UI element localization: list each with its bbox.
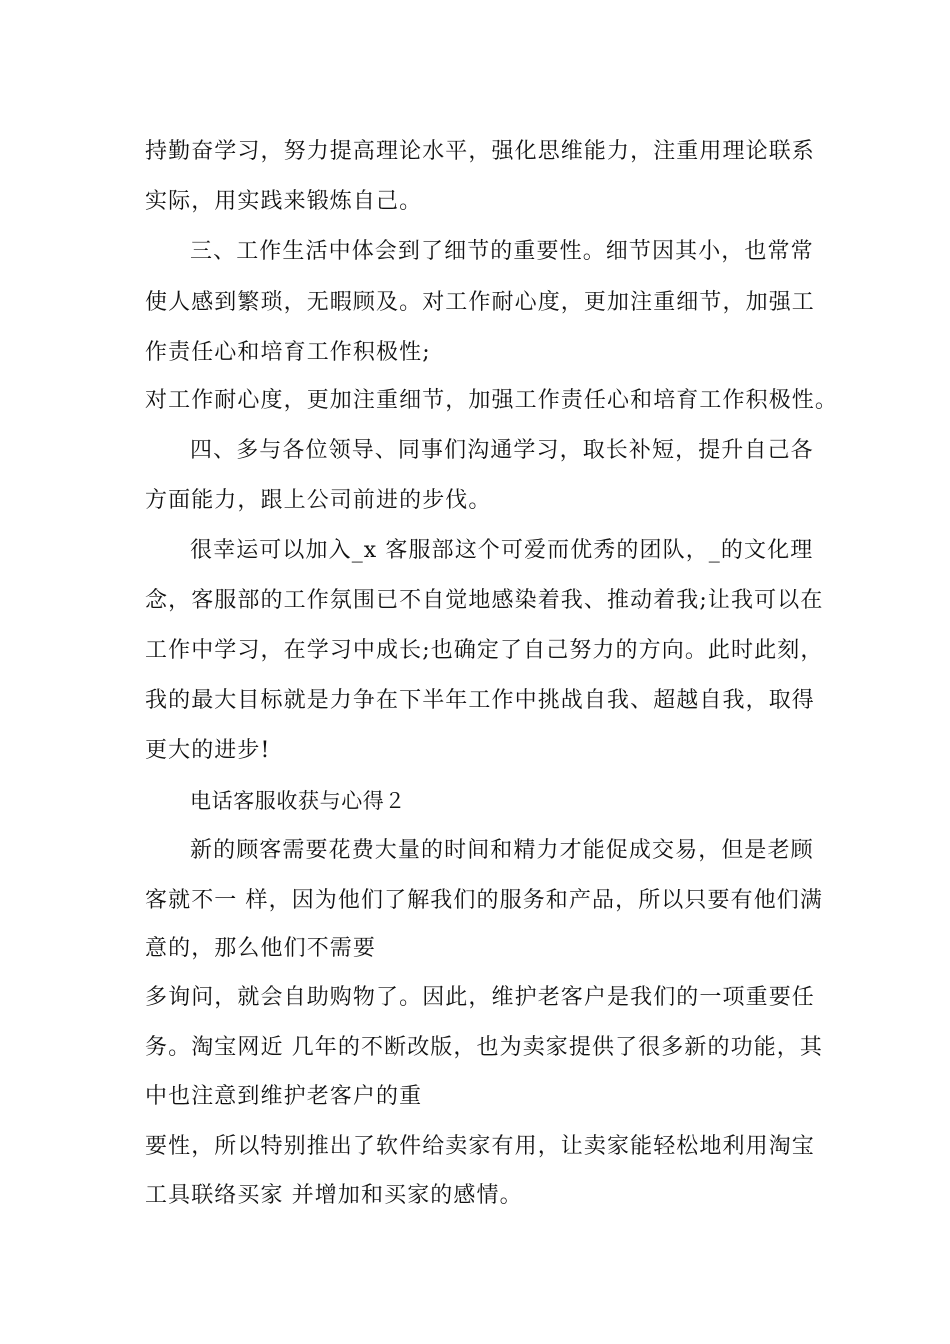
- paragraph-start-line: 新的顾客需要花费大量的时间和精力才能促成交易，但是老顾: [190, 838, 814, 863]
- text-line: 我的最大目标就是力争在下半年工作中挑战自我、超越自我，取得: [145, 688, 815, 713]
- text-line: 使人感到繁琐，无暇顾及。对工作耐心度，更加注重细节，加强工: [145, 290, 815, 315]
- text-line: 工作中学习，在学习中成长;也确定了自己努力的方向。此时此刻，: [145, 638, 824, 663]
- text-line: 要性，所以特别推出了软件给卖家有用，让卖家能轻松地利用淘宝: [145, 1134, 815, 1159]
- text-line: 实际，用实践来锻炼自己。: [145, 189, 423, 214]
- text-line: 工具联络买家 并增加和买家的感情。: [145, 1183, 523, 1208]
- text-line: 多询问，就会自助购物了。因此，维护老客户是我们的一项重要任: [145, 985, 815, 1010]
- text-line: 中也注意到维护老客户的重: [145, 1084, 423, 1109]
- paragraph-start-line: 三、工作生活中体会到了细节的重要性。细节因其小，也常常: [190, 239, 814, 264]
- text-line: 方面能力，跟上公司前进的步伐。: [145, 488, 492, 513]
- section-heading: 电话客服收获与心得２: [190, 789, 406, 813]
- text-line: 更大的进步!: [145, 738, 271, 763]
- text-line: 务。淘宝网近 几年的不断改版，也为卖家提供了很多新的功能，其: [145, 1035, 823, 1060]
- text-line: 客就不一 样，因为他们了解我们的服务和产品，所以只要有他们满: [145, 888, 823, 913]
- paragraph-start-line: 四、多与各位领导、同事们沟通学习，取长补短，提升自己各: [190, 438, 814, 463]
- paragraph-start-line: 很幸运可以加入_x 客服部这个可爱而优秀的团队，_的文化理: [190, 538, 814, 563]
- text-line: 对工作耐心度，更加注重细节，加强工作责任心和培育工作积极性。: [145, 388, 839, 413]
- text-line: 持勤奋学习，努力提高理论水平，强化思维能力，注重用理论联系: [145, 139, 815, 164]
- text-line: 念，客服部的工作氛围已不自觉地感染着我、推动着我;让我可以在: [145, 588, 824, 613]
- text-line: 意的，那么他们不需要: [145, 936, 377, 961]
- text-line: 作责任心和培育工作积极性;: [145, 340, 431, 365]
